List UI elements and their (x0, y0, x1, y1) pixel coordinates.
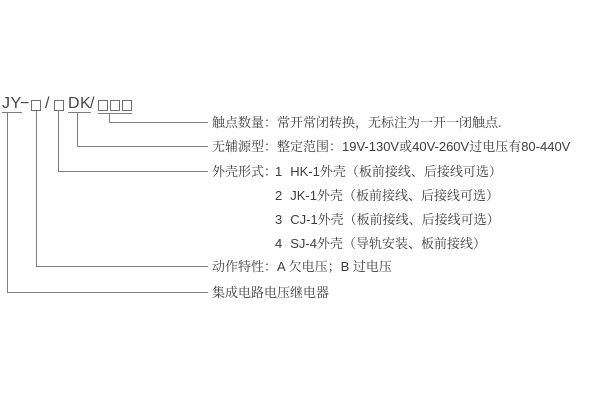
leader-line-aux-source-h (77, 146, 208, 147)
slash-separator-2: / (90, 95, 95, 112)
placeholder-box (110, 100, 120, 111)
model-series-text: JY (2, 95, 22, 112)
callout-no-aux-source: 无辅源型：整定范围：19V-130V或40V-260V过电压有80-440V (212, 139, 571, 154)
case-option-text: CJ-1外壳（板前接线、后接线可选） (290, 212, 500, 227)
case-option-1 (275, 163, 502, 180)
model-letters-dk: DK (68, 95, 92, 112)
placeholder-boxes-contact-quantity (98, 100, 132, 114)
leader-line-action-characteristic-h (36, 266, 208, 267)
case-option-number: 3 (275, 212, 283, 227)
leader-line-product-name-h (7, 292, 208, 293)
leader-line-aux-source-v (77, 113, 78, 146)
placeholder-box (122, 100, 132, 111)
slash-separator-1: / (45, 95, 50, 112)
placeholder-box-case-type (54, 100, 64, 111)
leader-line-product-name-v (7, 113, 8, 292)
case-option-text: JK-1外壳（板前接线、后接线可选） (290, 188, 499, 203)
placeholder-box (98, 100, 108, 111)
callout-product-name: 集成电路电压继电器 (212, 285, 330, 300)
leader-line-case-type-h (58, 171, 208, 172)
case-option-text: SJ-4外壳（导轨安装、板前接线） (290, 236, 486, 251)
leader-line-contact-quantity-v (109, 114, 110, 122)
case-option-text: HK-1外壳（板前接线、后接线可选） (290, 164, 502, 179)
leader-line-contact-quantity-h (109, 122, 208, 123)
leader-line-case-type-v (58, 111, 59, 171)
case-option-number: 4 (275, 236, 283, 251)
case-option-3 (275, 211, 500, 228)
case-option-2 (275, 187, 499, 204)
dash-separator: − (20, 95, 30, 112)
callout-contact-quantity: 触点数量：常开常闭转换，无标注为一开一闭触点. (212, 115, 502, 130)
callout-case-type-label: 外壳形式： (212, 164, 278, 179)
callout-action-characteristic: 动作特性：A 欠电压；B 过电压 (212, 259, 392, 274)
leader-line-action-characteristic-v (36, 111, 37, 266)
case-option-number: 1 (275, 164, 283, 179)
case-option-number: 2 (275, 188, 283, 203)
case-option-4 (275, 235, 486, 252)
placeholder-box-action-characteristic (31, 100, 41, 111)
